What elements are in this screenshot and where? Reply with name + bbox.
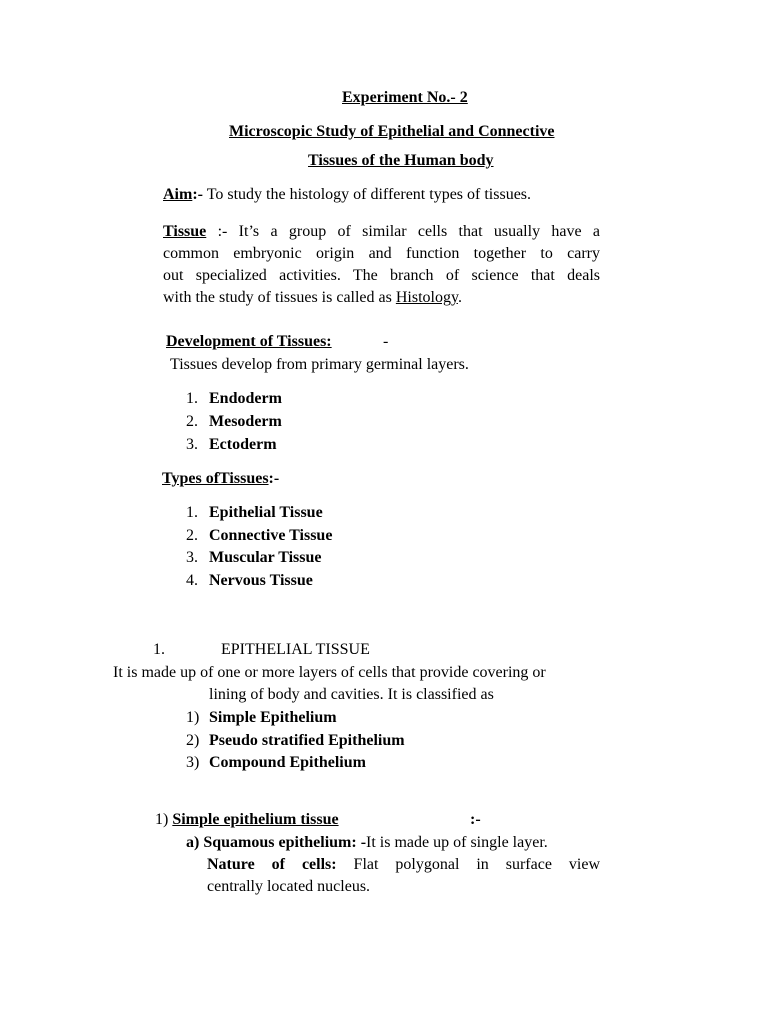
title-line-1: Microscopic Study of Epithelial and Connective	[229, 123, 555, 140]
aim-line	[163, 185, 531, 205]
types-separator: :-	[268, 470, 280, 487]
tissue-line-2: common embryonic origin and function together to carry	[163, 245, 600, 262]
list-item-number: 2)	[186, 732, 200, 749]
list-item: Endoderm	[209, 390, 282, 407]
list-item: Muscular Tissue	[209, 549, 322, 566]
simple-number: 1)	[155, 811, 169, 828]
squamous-text: It is made up of single layer.	[366, 834, 548, 851]
squamous-line	[186, 833, 548, 853]
list-item: Mesoderm	[209, 413, 282, 430]
development-intro: Tissues develop from primary germinal layers.	[170, 356, 469, 373]
epithelial-heading: EPITHELIAL TISSUE	[221, 641, 370, 658]
aim-label: Aim	[163, 186, 193, 203]
list-item-number: 1)	[186, 709, 200, 726]
list-item: Epithelial Tissue	[209, 504, 323, 521]
tissue-line-3: out specialized activities. The branch of science that deals	[163, 267, 600, 284]
list-item: Compound Epithelium	[209, 754, 366, 771]
list-item-number: 1.	[186, 390, 198, 407]
nature-line-2: centrally located nucleus.	[207, 878, 371, 895]
types-heading-line	[162, 469, 279, 489]
simple-heading: Simple epithelium tissue	[172, 811, 339, 828]
epithelial-desc-line-1: It is made up of one or more layers of cells that provide covering or	[113, 664, 546, 681]
nature-label: Nature of cells:	[207, 856, 337, 873]
list-item-number: 4.	[186, 572, 198, 589]
tissue-line-4-period: .	[457, 289, 462, 306]
tissue-line-1-text: :- It’s a group of similar cells that usually have a	[206, 223, 600, 240]
squamous-label: a) Squamous epithelium: -	[186, 834, 367, 851]
simple-separator: :-	[470, 811, 481, 828]
development-heading: Development of Tissues:	[166, 333, 332, 350]
list-item-number: 1.	[186, 504, 198, 521]
list-item: Connective Tissue	[209, 527, 333, 544]
aim-text: To study the histology of different types of tissues.	[202, 186, 532, 203]
list-item-number: 3)	[186, 754, 200, 771]
title-line-2: Tissues of the Human body	[308, 152, 494, 169]
list-item-number: 3.	[186, 549, 198, 566]
tissue-line-1	[163, 222, 600, 242]
list-item-number: 2.	[186, 413, 198, 430]
development-dash: -	[383, 333, 389, 350]
list-item-number: 3.	[186, 436, 198, 453]
list-item: Simple Epithelium	[209, 709, 337, 726]
simple-heading-line	[155, 810, 339, 830]
tissue-line-4	[163, 288, 462, 308]
nature-line	[207, 855, 600, 875]
epithelial-desc-line-2: lining of body and cavities. It is classified as	[209, 686, 494, 703]
nature-text: Flat polygonal in surface view	[336, 856, 600, 873]
aim-separator: :-	[192, 186, 203, 203]
section-number: 1.	[153, 641, 165, 658]
list-item-number: 2.	[186, 527, 198, 544]
tissue-line-4-text: with the study of tissues is called as	[163, 289, 396, 306]
list-item: Ectoderm	[209, 436, 277, 453]
experiment-number: Experiment No.- 2	[342, 89, 468, 106]
list-item: Nervous Tissue	[209, 572, 313, 589]
types-heading: Types ofTissues	[162, 470, 269, 487]
list-item: Pseudo stratified Epithelium	[209, 732, 405, 749]
tissue-label: Tissue	[163, 223, 207, 240]
histology-term: Histology	[395, 289, 458, 306]
